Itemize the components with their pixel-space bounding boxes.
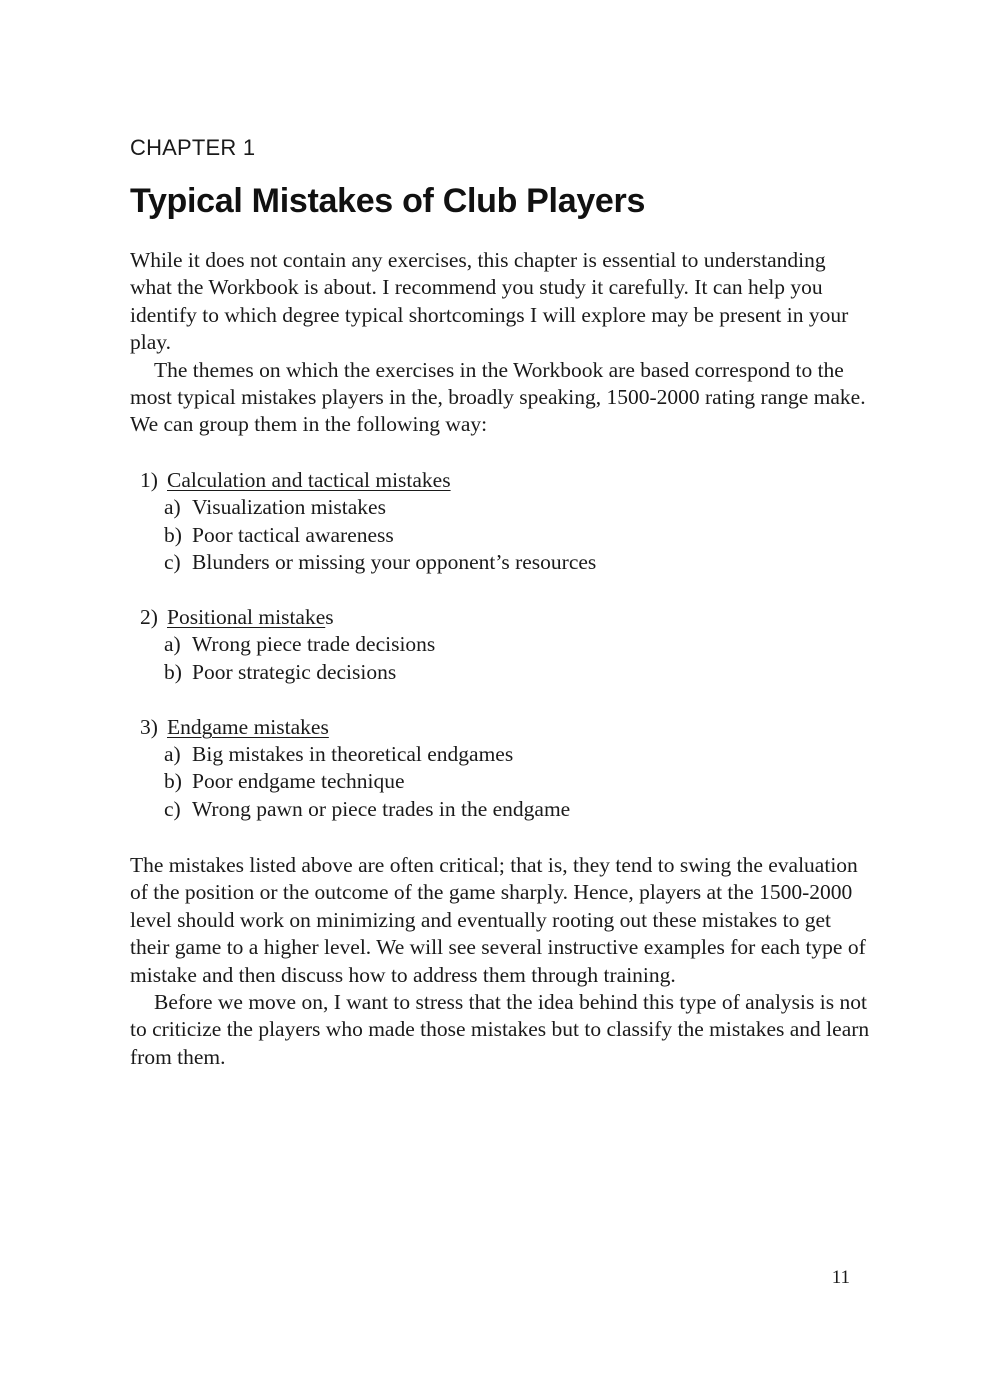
item-text: Poor tactical awareness xyxy=(192,522,394,547)
item-letter: a) xyxy=(164,495,181,520)
item-text: Visualization mistakes xyxy=(192,495,386,520)
closing-paragraph: Before we move on, I want to stress that the idea behind this type of analysis is not to criticize the players who made those mistakes but to classify the mistakes and learn from them. xyxy=(130,990,870,1069)
mistake-group-heading xyxy=(130,714,870,741)
page-number: 11 xyxy=(831,1267,850,1288)
group-heading-text: Calculation and tactical mistakes xyxy=(167,468,451,492)
list-item xyxy=(130,522,870,549)
mistake-group-heading xyxy=(130,467,870,494)
list-item xyxy=(130,796,870,823)
item-letter: b) xyxy=(164,769,182,794)
item-letter: b) xyxy=(164,659,182,684)
list-item xyxy=(130,494,870,521)
item-letter: c) xyxy=(164,796,181,821)
list-item xyxy=(130,549,870,576)
item-text: Wrong piece trade decisions xyxy=(192,632,436,657)
list-item xyxy=(130,768,870,795)
closing-section xyxy=(130,852,870,1071)
item-text: Poor strategic decisions xyxy=(192,659,397,684)
mistake-group-heading xyxy=(130,604,870,631)
mistake-groups-list xyxy=(130,467,870,851)
closing-paragraph: The mistakes listed above are often critical; that is, they tend to swing the evaluation of the position or the outcome of the game sharply. Hence, players at the 1500-2000 level should work on minimizing and eventually rooting out these mistakes to get their game to a higher level. We will see several instructive examples for each type of mistake and then discuss how to address them through training. xyxy=(130,853,866,987)
item-letter: c) xyxy=(164,550,181,575)
group-number: 3) xyxy=(140,714,158,739)
item-letter: a) xyxy=(164,632,181,657)
intro-paragraph: The themes on which the exercises in the Workbook are based correspond to the most typical mistakes players in the, broadly speaking, 1500-2000 rating range make. We can group them in the following way: xyxy=(130,357,866,437)
mistake-group-calculation xyxy=(130,467,870,577)
item-text: Wrong pawn or piece trades in the endgame xyxy=(192,796,571,821)
item-text: Blunders or missing your opponent’s resources xyxy=(192,550,597,575)
mistake-group-positional xyxy=(130,604,870,686)
intro-section xyxy=(130,247,870,439)
list-item xyxy=(130,741,870,768)
group-heading-text: Endgame mistakes xyxy=(167,714,329,739)
chapter-title: Typical Mistakes of Club Players xyxy=(130,182,646,220)
list-item xyxy=(130,631,870,658)
group-heading-suffix: s xyxy=(325,605,334,630)
book-page xyxy=(130,0,870,1383)
item-letter: a) xyxy=(164,742,181,767)
chapter-label: CHAPTER 1 xyxy=(130,135,256,160)
item-text: Big mistakes in theoretical endgames xyxy=(192,742,514,767)
item-letter: b) xyxy=(164,522,182,547)
mistake-group-endgame xyxy=(130,714,870,824)
group-number: 2) xyxy=(140,605,158,630)
item-text: Poor endgame technique xyxy=(192,769,405,794)
group-heading-text: Positional mistake xyxy=(167,605,326,630)
group-number: 1) xyxy=(140,468,158,492)
list-item xyxy=(130,659,870,686)
intro-paragraph: While it does not contain any exercises, this chapter is essential to understanding what the Workbook is about. I recommend you study it carefully. It can help you identify to which degree typical shortcomings I will explore may be present in your play. xyxy=(130,248,849,355)
